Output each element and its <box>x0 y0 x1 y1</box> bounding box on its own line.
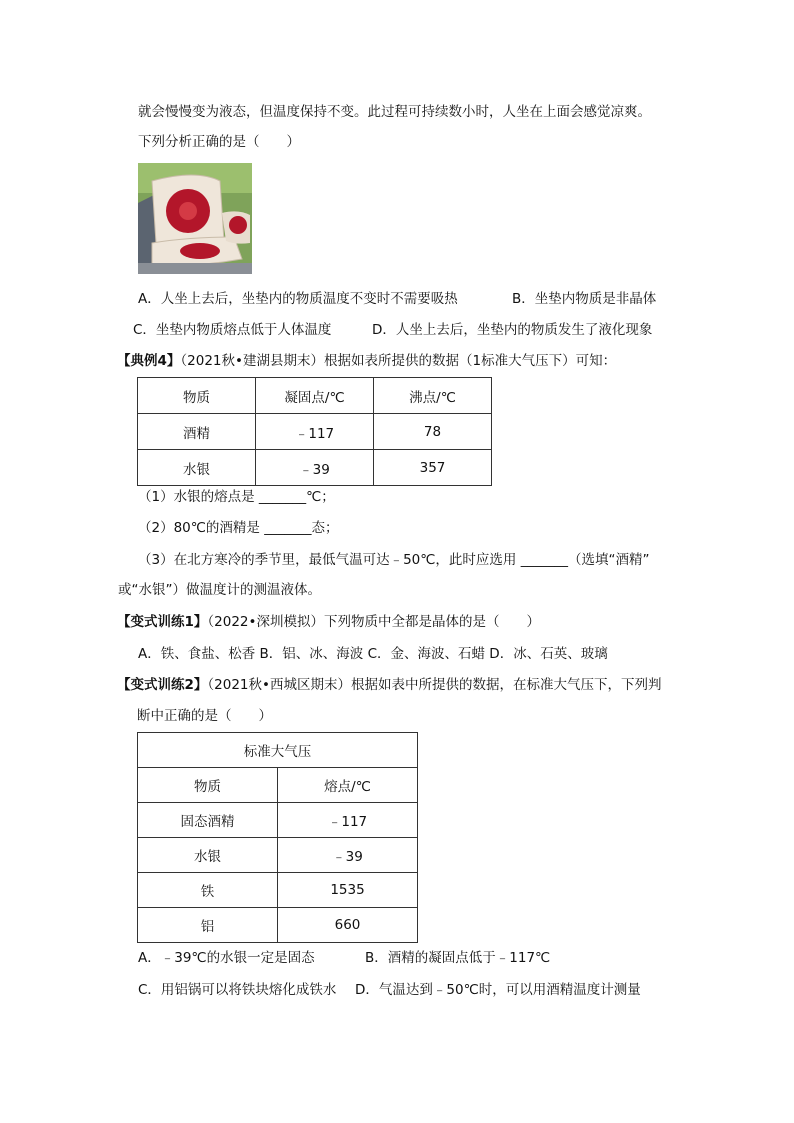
table-cell: 酒精 <box>138 414 256 450</box>
table-cell: 357 <box>374 450 492 486</box>
table-cell: ﹣39 <box>256 450 374 486</box>
example4-heading <box>117 351 616 371</box>
table-cell: 水银 <box>138 450 256 486</box>
option-d[interactable]: D．人坐上去后，坐垫内的物质发生了液化现象 <box>372 322 653 338</box>
table-header-cell: 凝固点/℃ <box>256 378 374 414</box>
table-row <box>138 873 418 908</box>
example4-tag: 【典例4】 <box>117 353 181 369</box>
intro-line-1: 就会慢慢变为液态，但温度保持不变。此过程可持续数小时，人坐在上面会感觉凉爽。 <box>138 104 651 120</box>
table-row <box>138 838 418 873</box>
table-row <box>138 908 418 943</box>
table-cell: ﹣117 <box>278 803 418 838</box>
table-cell: 铝 <box>138 908 278 943</box>
example4-sub1[interactable]: （1）水银的熔点是 _______℃； <box>138 489 335 505</box>
table-header-cell: 物质 <box>138 768 278 803</box>
table-header-row <box>138 378 492 414</box>
option-a[interactable]: A．人坐上去后，坐垫内的物质温度不变时不需要吸热 <box>138 291 458 307</box>
table-row <box>138 414 492 450</box>
table-header-cell: 熔点/℃ <box>278 768 418 803</box>
variant2-heading <box>117 675 661 695</box>
example4-table <box>137 377 492 486</box>
seat-cushion-photo <box>138 163 252 274</box>
table-cell: 水银 <box>138 838 278 873</box>
variant1-options[interactable]: A．铁、食盐、松香 B．铝、冰、海波 C．金、海波、石蜡 D．冰、石英、玻璃 <box>138 646 608 662</box>
variant2-option-d[interactable]: D．气温达到﹣50℃时，可以用酒精温度计测量 <box>355 982 641 998</box>
variant2-tag: 【变式训练2】 <box>117 677 208 693</box>
table-cell: 78 <box>374 414 492 450</box>
table-header-cell: 物质 <box>138 378 256 414</box>
variant1-tag: 【变式训练1】 <box>117 614 208 630</box>
variant2-question: （2021秋•西城区期末）根据如表中所提供的数据，在标准大气压下，下列判 <box>207 677 662 693</box>
example4-sub2[interactable]: （2）80℃的酒精是 _______态； <box>138 520 339 536</box>
intro-line-2: 下列分析正确的是（ ） <box>138 134 300 150</box>
variant2-table <box>137 732 418 943</box>
option-b[interactable]: B．坐垫内物质是非晶体 <box>512 291 657 307</box>
table-row <box>138 450 492 486</box>
table-cell: 固态酒精 <box>138 803 278 838</box>
table-row <box>138 803 418 838</box>
table-caption-row <box>138 733 418 768</box>
option-c[interactable]: C．坐垫内物质熔点低于人体温度 <box>133 322 332 338</box>
table-header-cell: 沸点/℃ <box>374 378 492 414</box>
variant1-heading <box>117 612 540 632</box>
example4-sub3-line1[interactable]: （3）在北方寒冷的季节里，最低气温可达﹣50℃，此时应选用 _______（选填“酒精” <box>138 552 650 568</box>
table-cell: 铁 <box>138 873 278 908</box>
variant2-option-b[interactable]: B．酒精的凝固点低于﹣117℃ <box>365 950 551 966</box>
table-cell: ﹣39 <box>278 838 418 873</box>
variant2-option-c[interactable]: C．用铝锅可以将铁块熔化成铁水 <box>138 982 337 998</box>
table-caption-cell: 标准大气压 <box>138 733 418 768</box>
variant1-question: （2022•深圳模拟）下列物质中全都是晶体的是（ ） <box>207 614 540 630</box>
table-cell: ﹣117 <box>256 414 374 450</box>
table-cell: 1535 <box>278 873 418 908</box>
variant2-question-line2: 断中正确的是（ ） <box>137 708 272 724</box>
seat-cushion-illustration <box>138 163 252 274</box>
variant2-option-a[interactable]: A．﹣39℃的水银一定是固态 <box>138 950 315 966</box>
example4-sub3-line2: 或“水银”）做温度计的测温液体。 <box>118 582 321 598</box>
table-cell: 660 <box>278 908 418 943</box>
table-header-row <box>138 768 418 803</box>
example4-source: （2021秋•建湖县期末）根据如表所提供的数据（1标准大气压下）可知： <box>180 353 617 369</box>
